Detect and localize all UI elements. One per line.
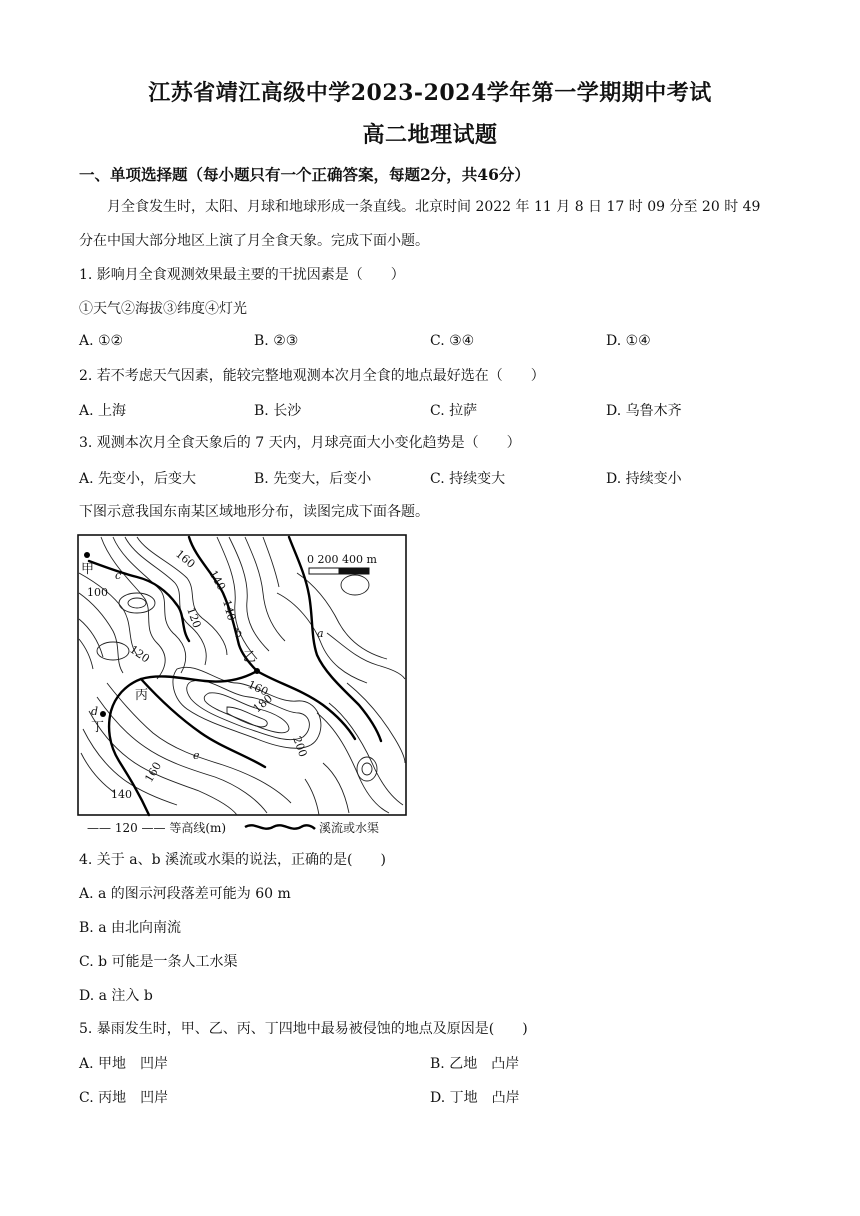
passage-1-line-1: 月全食发生时，太阳、月球和地球形成一条直线。北京时间 2022 年 11 月 8 日 17 时 09 分至 20 时 49	[107, 199, 761, 215]
stream-letter-a: a	[317, 627, 324, 640]
legend-stream: 溪流或水渠	[319, 821, 380, 835]
question-2-option-d[interactable]: D. 乌鲁木齐	[606, 403, 682, 419]
point-ding-marker	[100, 711, 106, 717]
question-2-option-b[interactable]: B. 长沙	[254, 403, 302, 419]
question-1-stem: 1. 影响月全食观测效果最主要的干扰因素是（ ）	[79, 267, 405, 283]
contour-label: 120	[127, 642, 152, 666]
point-label-yi: 乙	[243, 650, 257, 665]
question-1-factors: ①天气②海拔③纬度④灯光	[79, 301, 247, 317]
contour-label: 200	[290, 734, 310, 759]
map-scale-label: 0 200 400 m	[307, 553, 377, 566]
question-5-option-a[interactable]: A. 甲地 凹岸	[79, 1056, 169, 1072]
contour-label: 140	[206, 568, 229, 593]
contour-label: 160	[173, 547, 198, 571]
question-4-option-c[interactable]: C. b 可能是一条人工水渠	[79, 954, 238, 970]
contour-label: 120	[184, 605, 204, 630]
question-3-stem: 3. 观测本次月全食天象后的 7 天内，月球亮面大小变化趋势是（ ）	[79, 435, 521, 451]
question-1-option-b[interactable]: B. ②③	[254, 333, 299, 349]
question-4-option-b[interactable]: B. a 由北向南流	[79, 920, 181, 936]
question-3-option-c[interactable]: C. 持续变大	[430, 471, 506, 487]
stream-letter-d: d	[91, 705, 99, 718]
question-3-option-a[interactable]: A. 先变小，后变大	[79, 471, 197, 487]
question-5-option-d[interactable]: D. 丁地 凸岸	[430, 1090, 520, 1106]
question-5-option-b[interactable]: B. 乙地 凸岸	[430, 1056, 520, 1072]
legend-contour: —— 120 —— 等高线(m)	[87, 821, 227, 835]
contour-label: 160	[142, 759, 165, 785]
stream-letter-b: b	[235, 627, 243, 640]
question-4-option-d[interactable]: D. a 注入 b	[79, 988, 153, 1004]
point-label-bing: 丙	[135, 688, 149, 703]
point-jia-marker	[84, 552, 90, 558]
section-heading: 一、单项选择题（每小题只有一个正确答案，每题2分，共46分）	[79, 165, 530, 184]
contour-label: 180	[250, 691, 276, 716]
question-4-option-a[interactable]: A. a 的图示河段落差可能为 60 m	[79, 886, 291, 902]
question-4-stem: 4. 关于 a、b 溪流或水渠的说法，正确的是( )	[79, 852, 386, 868]
question-1-option-a[interactable]: A. ①②	[79, 333, 124, 349]
contour-label: 140	[111, 788, 132, 801]
stream-letter-e: e	[193, 749, 200, 762]
contour-label: 100	[87, 586, 108, 599]
question-5-stem: 5. 暴雨发生时，甲、乙、丙、丁四地中最易被侵蚀的地点及原因是( )	[79, 1021, 528, 1037]
contour-map	[77, 533, 417, 837]
question-3-option-d[interactable]: D. 持续变小	[606, 471, 682, 487]
question-2-option-a[interactable]: A. 上海	[79, 403, 127, 419]
question-1-option-d[interactable]: D. ①④	[606, 333, 651, 349]
question-3-option-b[interactable]: B. 先变大，后变小	[254, 471, 372, 487]
exam-subtitle: 高二地理试题	[362, 122, 498, 148]
question-2-stem: 2. 若不考虑天气因素，能较完整地观测本次月全食的地点最好选在（ ）	[79, 368, 545, 384]
exam-title: 江苏省靖江高级中学2023-2024学年第一学期期中考试	[148, 80, 712, 106]
legend-stream-symbol	[245, 825, 315, 829]
passage-2: 下图示意我国东南某区域地形分布，读图完成下面各题。	[79, 504, 429, 520]
stream-letter-c: c	[115, 569, 122, 582]
contour-label: 160	[245, 677, 271, 699]
point-label-ding: 丁	[91, 720, 105, 735]
question-1-option-c[interactable]: C. ③④	[430, 333, 475, 349]
point-yi-marker	[254, 668, 260, 674]
question-2-option-c[interactable]: C. 拉萨	[430, 403, 478, 419]
passage-1-line-2: 分在中国大部分地区上演了月全食天象。完成下面小题。	[79, 233, 429, 249]
question-5-option-c[interactable]: C. 丙地 凹岸	[79, 1090, 169, 1106]
point-label-jia: 甲	[81, 562, 95, 577]
contour-label: 140	[220, 598, 239, 623]
